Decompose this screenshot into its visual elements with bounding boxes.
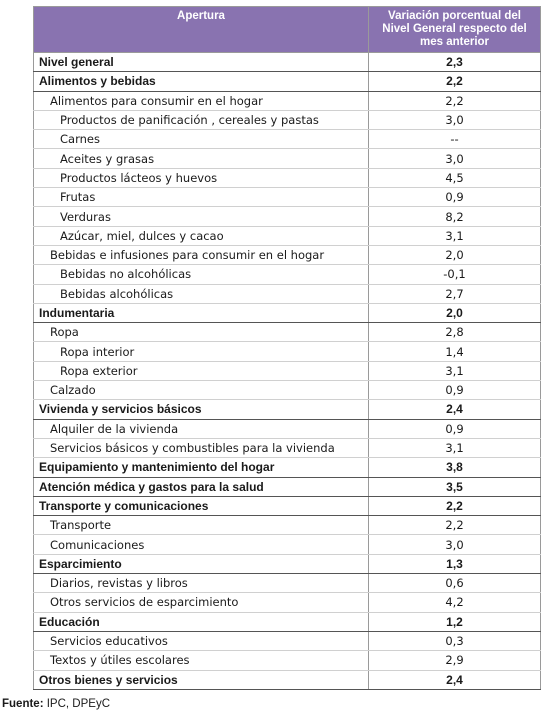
column-header-variacion: Variación porcentual del Nivel General respecto del mes anterior	[369, 7, 541, 53]
row-label: Nivel general	[34, 53, 369, 72]
row-label: Verduras	[34, 207, 369, 226]
table-row	[34, 168, 541, 187]
row-label: Ropa exterior	[34, 361, 369, 380]
row-value: 2,3	[369, 53, 541, 72]
row-value: 3,5	[369, 477, 541, 496]
row-label: Bebidas e infusiones para consumir en el hogar	[34, 245, 369, 264]
row-label: Equipamiento y mantenimiento del hogar	[34, 458, 369, 477]
row-value: 0,9	[369, 188, 541, 207]
row-value: 0,3	[369, 631, 541, 650]
row-label: Transporte	[34, 516, 369, 535]
row-value: 2,2	[369, 496, 541, 515]
row-label: Indumentaria	[34, 303, 369, 322]
row-value: 2,7	[369, 284, 541, 303]
table-row	[34, 110, 541, 129]
table-row	[34, 226, 541, 245]
row-label: Educación	[34, 612, 369, 631]
source-note	[2, 698, 110, 710]
row-label: Otros bienes y servicios	[34, 670, 369, 689]
table-row	[34, 265, 541, 284]
table-row	[34, 303, 541, 322]
source-text: IPC, DPEyC	[46, 698, 110, 710]
table-row	[34, 400, 541, 419]
row-value: 2,2	[369, 91, 541, 110]
row-label: Bebidas alcohólicas	[34, 284, 369, 303]
row-label: Azúcar, miel, dulces y cacao	[34, 226, 369, 245]
table-row	[34, 130, 541, 149]
variation-table	[33, 6, 541, 690]
row-label: Comunicaciones	[34, 535, 369, 554]
table-row	[34, 381, 541, 400]
row-value: 8,2	[369, 207, 541, 226]
row-value: 3,0	[369, 535, 541, 554]
table-row	[34, 72, 541, 91]
row-value: 0,6	[369, 574, 541, 593]
row-label: Atención médica y gastos para la salud	[34, 477, 369, 496]
row-value: 2,2	[369, 72, 541, 91]
table-row	[34, 419, 541, 438]
row-value: --	[369, 130, 541, 149]
row-label: Aceites y grasas	[34, 149, 369, 168]
table-row	[34, 149, 541, 168]
table-row	[34, 361, 541, 380]
table-row	[34, 631, 541, 650]
row-value: 3,8	[369, 458, 541, 477]
table-row	[34, 438, 541, 457]
row-label: Bebidas no alcohólicas	[34, 265, 369, 284]
row-value: 3,1	[369, 226, 541, 245]
row-label: Carnes	[34, 130, 369, 149]
table-row	[34, 477, 541, 496]
row-value: -0,1	[369, 265, 541, 284]
row-value: 1,4	[369, 342, 541, 361]
table-row	[34, 574, 541, 593]
row-value: 4,2	[369, 593, 541, 612]
row-label: Servicios básicos y combustibles para la vivienda	[34, 438, 369, 457]
row-value: 3,0	[369, 110, 541, 129]
row-value: 3,1	[369, 361, 541, 380]
row-label: Productos lácteos y huevos	[34, 168, 369, 187]
row-label: Vivienda y servicios básicos	[34, 400, 369, 419]
table-header-row	[34, 7, 541, 53]
row-label: Diarios, revistas y libros	[34, 574, 369, 593]
row-value: 2,4	[369, 400, 541, 419]
row-label: Ropa interior	[34, 342, 369, 361]
table-row	[34, 535, 541, 554]
row-value: 1,3	[369, 554, 541, 573]
row-value: 0,9	[369, 419, 541, 438]
row-value: 4,5	[369, 168, 541, 187]
table-row	[34, 516, 541, 535]
row-value: 2,4	[369, 670, 541, 689]
row-label: Otros servicios de esparcimiento	[34, 593, 369, 612]
row-label: Alimentos y bebidas	[34, 72, 369, 91]
row-label: Alquiler de la vivienda	[34, 419, 369, 438]
row-value: 1,2	[369, 612, 541, 631]
row-label: Alimentos para consumir en el hogar	[34, 91, 369, 110]
row-value: 2,2	[369, 516, 541, 535]
table-row	[34, 342, 541, 361]
row-value: 3,1	[369, 438, 541, 457]
row-value: 2,0	[369, 245, 541, 264]
row-label: Esparcimiento	[34, 554, 369, 573]
table-row	[34, 188, 541, 207]
table-row	[34, 458, 541, 477]
table-row	[34, 53, 541, 72]
row-label: Ropa	[34, 323, 369, 342]
row-label: Textos y útiles escolares	[34, 651, 369, 670]
row-value: 2,0	[369, 303, 541, 322]
column-header-apertura: Apertura	[34, 7, 369, 53]
row-label: Productos de panificación , cereales y pastas	[34, 110, 369, 129]
row-value: 0,9	[369, 381, 541, 400]
table-row	[34, 670, 541, 689]
row-value: 3,0	[369, 149, 541, 168]
table-row	[34, 496, 541, 515]
table-body	[34, 53, 541, 690]
table-row	[34, 651, 541, 670]
table-row	[34, 612, 541, 631]
row-value: 2,8	[369, 323, 541, 342]
row-label: Transporte y comunicaciones	[34, 496, 369, 515]
row-value: 2,9	[369, 651, 541, 670]
table-row	[34, 284, 541, 303]
row-label: Frutas	[34, 188, 369, 207]
table-row	[34, 91, 541, 110]
row-label: Calzado	[34, 381, 369, 400]
row-label: Servicios educativos	[34, 631, 369, 650]
table-row	[34, 323, 541, 342]
table-row	[34, 245, 541, 264]
table-row	[34, 207, 541, 226]
table-row	[34, 593, 541, 612]
table-row	[34, 554, 541, 573]
source-label: Fuente:	[2, 698, 44, 710]
